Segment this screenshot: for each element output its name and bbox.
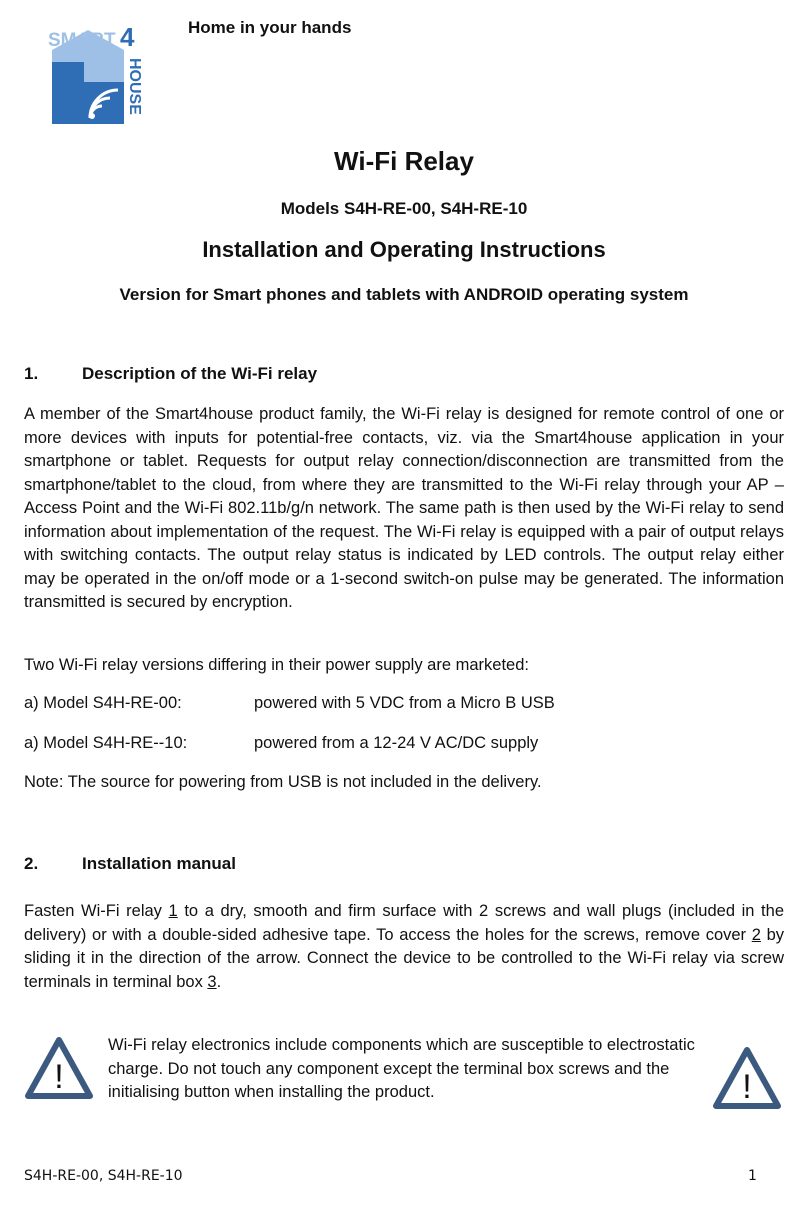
section-title: Description of the Wi-Fi relay: [82, 364, 318, 383]
svg-text:!: !: [54, 1058, 64, 1096]
model-description: powered from a 12-24 V AC/DC supply: [254, 734, 539, 752]
section-title: Installation manual: [82, 854, 236, 873]
text-run: Fasten Wi-Fi relay: [24, 902, 169, 920]
svg-text:!: !: [742, 1068, 752, 1106]
page-number: 1: [748, 1168, 757, 1184]
warning-triangle-icon: [712, 1046, 782, 1110]
model-b-line: [24, 734, 538, 753]
svg-text:4: 4: [120, 22, 135, 52]
text-run: .: [216, 972, 222, 991]
section-1-heading: [24, 364, 317, 384]
section-2-heading: [24, 854, 236, 874]
reference-3: 3: [207, 972, 217, 991]
reference-1: 1: [168, 902, 178, 920]
svg-text:HOUSE: HOUSE: [126, 58, 143, 115]
text-run: by sliding it in the direction of the arrow. Connect the device to be controlled to the Wi-Fi relay via screw terminals in terminal box: [24, 925, 784, 991]
model-description: powered with 5 VDC from a Micro B USB: [254, 694, 555, 712]
section-number: 2.: [24, 854, 39, 873]
model-label: a) Model S4H-RE-00:: [24, 694, 182, 712]
versions-intro: Two Wi-Fi relay versions differing in their power supply are marketed:: [24, 656, 529, 674]
text-run: to a dry, smooth and firm surface with 2 screws and wall plugs (included in the delivery) or with a double-sided adhesive tape. To access the holes for the screws, remove cover: [24, 902, 784, 944]
warning-text: Wi-Fi relay electronics include components which are susceptible to electrostatic charge. Do not touch any component except the terminal box screws and the initialising button when installing the product.: [108, 1036, 695, 1101]
warning-triangle-icon: [24, 1036, 94, 1100]
smart4house-logo: [44, 22, 152, 128]
version-subtitle: Version for Smart phones and tablets with ANDROID operating system: [119, 285, 689, 304]
description-paragraph: A member of the Smart4house product family, the Wi-Fi relay is designed for remote control of one or more devices with inputs for potential-free contacts, viz. via the Smart4house application in your smartphone or tablet. Requests for output relay connection/disconnection are transmitted from the smartphone/tablet to the cloud, from where they are transmitted to the Wi-Fi relay through your AP – Access Point and the Wi-Fi 802.11b/g/n network. The same path is then used by the Wi-Fi relay to send information about implementation of the request. The Wi-Fi relay is equipped with a pair of output relays with switching contacts. The output relay status is indicated by LED controls. The output relay either may be operated in the on/off mode or a 1-second switch-on pulse may be generated. The information transmitted is secured by encryption.: [24, 405, 784, 611]
power-note: Note: The source for powering from USB is not included in the delivery.: [24, 773, 542, 791]
installation-paragraph: [24, 900, 784, 994]
document-title: Wi-Fi Relay: [334, 146, 474, 176]
svg-text:SMART: SMART: [48, 30, 116, 51]
footer-models: S4H-RE-00, S4H-RE-10: [24, 1168, 183, 1184]
tagline: Home in your hands: [188, 18, 352, 37]
model-a-line: [24, 694, 555, 713]
section-number: 1.: [24, 364, 39, 383]
model-label: a) Model S4H-RE--10:: [24, 734, 188, 752]
models-subtitle: Models S4H-RE-00, S4H-RE-10: [280, 199, 528, 218]
instructions-heading: Installation and Operating Instructions: [202, 237, 606, 262]
reference-2: 2: [751, 925, 761, 944]
